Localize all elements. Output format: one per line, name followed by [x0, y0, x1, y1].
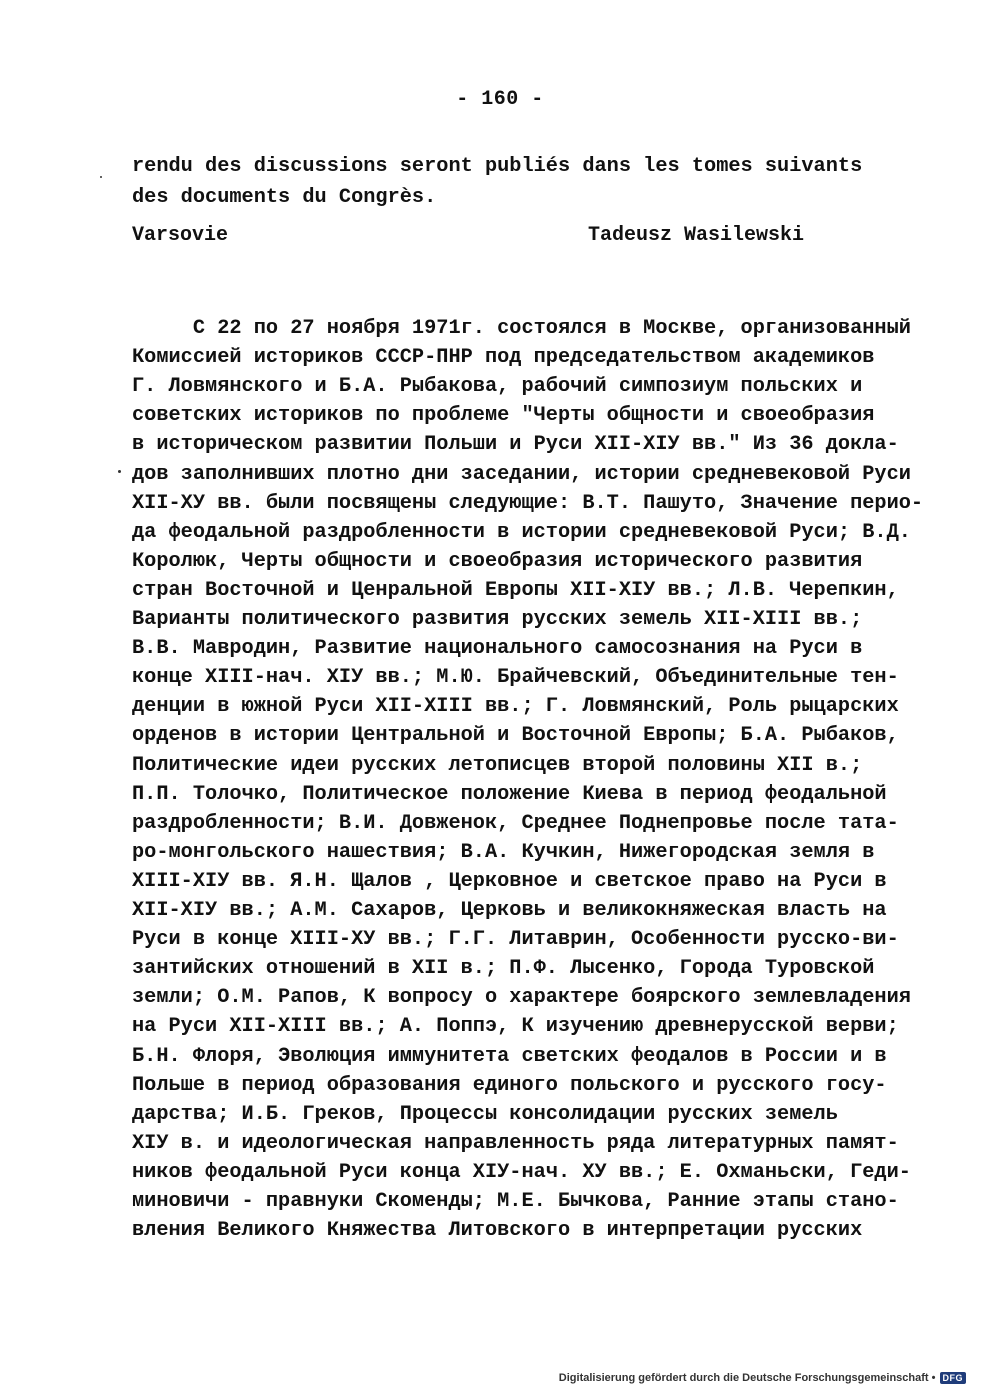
russian-text-line: конце XIII-нач. XIУ вв.; М.Ю. Брайчевский, Объединительные тен-	[132, 666, 899, 690]
dfg-logo: DFG	[940, 1372, 967, 1384]
russian-text-line: земли; О.М. Рапов, К вопросу о характере боярского землевладения	[132, 986, 911, 1010]
russian-text-line: дарства; И.Б. Греков, Процессы консолидации русских земель	[132, 1102, 838, 1126]
russian-text-line: XII-XIУ вв.; А.М. Сахаров, Церковь и великокняжеская власть на	[132, 899, 887, 922]
russian-text-line: Политические идеи русских летописцев второй половины XII в.;	[132, 753, 863, 777]
russian-text-line: В.В. Мавродин, Развитие национального самосознания на Руси в	[132, 637, 863, 661]
russian-text-line: Польше в период образования единого польского и русского госу-	[132, 1073, 887, 1097]
russian-text-line: Г. Ловмянского и Б.А. Рыбакова, рабочий симпозиум польских и	[132, 375, 863, 399]
russian-text-line: ро-монгольского нашествия; В.А. Кучкин, Нижегородская земля в	[132, 840, 875, 864]
scan-speck	[118, 470, 121, 473]
russian-text-line: орденов в истории Центральной и Восточной Европы; Б.А. Рыбаков,	[132, 724, 899, 748]
russian-text-line: Королюк, Черты общности и своеобразия исторического развития	[132, 549, 863, 573]
scan-speck	[100, 176, 102, 178]
russian-text-line: С 22 по 27 ноября 1971г. состоялся в Москве, организованный	[132, 317, 911, 340]
russian-text-line: Руси в конце XIII-XУ вв.; Г.Г. Литаврин, Особенности русско-ви-	[132, 928, 899, 952]
page-number: - 160 -	[456, 88, 544, 111]
russian-text-line: ников феодальной Руси конца XIУ-нач. XУ вв.; Е. Охманьски, Геди-	[132, 1160, 911, 1184]
russian-text-line: в историческом развитии Польши и Руси XII-XIУ вв." Из 36 доклa-	[132, 433, 899, 457]
russian-text-line: П.П. Толочко, Политическое положение Киева в период феодальной	[132, 782, 887, 806]
russian-text-line: Варианты политического развития русских земель XII-XIII вв.;	[132, 608, 863, 631]
russian-text-line: денции в южной Руси XII-XIII вв.; Г. Ловмянский, Роль рыцарских	[132, 695, 899, 719]
french-text-line: des documents du Congrès.	[132, 186, 437, 209]
russian-text-line: XIII-XIУ вв. Я.Н. Щалов , Церковное и светское право на Руси в	[132, 869, 887, 893]
digitization-footer	[559, 1372, 966, 1384]
russian-text-line: зантийских отношений в XII в.; П.Ф. Лысенко, Города Туровской	[132, 957, 875, 981]
russian-text-line: стран Восточной и Ценральной Европы XII-XIУ вв.; Л.В. Черепкин,	[132, 578, 899, 602]
russian-text-line: миновичи - правнуки Скоменды; М.Е. Бычкова, Ранние этапы стано-	[132, 1190, 899, 1213]
russian-text-line: вления Великого Княжества Литовского в интерпретации русских	[132, 1219, 863, 1243]
russian-text-line: на Руси XII-XIII вв.; А. Поппэ, К изучению древнерусской верви;	[132, 1015, 899, 1039]
russian-text-line: раздробленности; В.И. Довженок, Среднее Поднепровье после тата-	[132, 811, 899, 835]
signature-place: Varsovie	[132, 224, 229, 247]
russian-text-line: Комиссией историков СССР-ПНР под председательством академиков	[132, 346, 875, 370]
signature-author: Tadeusz Wasilewski	[588, 224, 805, 247]
russian-text-line: Б.Н. Флоря, Эволюция иммунитета светских феодалов в России и в	[132, 1044, 887, 1068]
russian-text-line: советских историков по проблеме "Черты общности и своеобразия	[132, 404, 875, 428]
russian-text-line: XIУ в. и идеологическая направленность ряда литературных памят-	[132, 1131, 899, 1155]
footer-text: Digitalisierung gefördert durch die Deutsche Forschungsgemeinschaft •	[558, 1372, 936, 1384]
french-text-line: rendu des discussions seront publiés dans les tomes suivants	[132, 155, 863, 178]
russian-text-line: XII-XУ вв. были посвящены следующие: В.Т. Пашуто, Значение перио-	[132, 491, 924, 515]
russian-text-line: да феодальной раздробленности в истории средневековой Руси; В.Д.	[132, 520, 911, 544]
russian-text-line: дов заполнивших плотно дни заседании, истории средневековой Руси	[132, 462, 911, 486]
